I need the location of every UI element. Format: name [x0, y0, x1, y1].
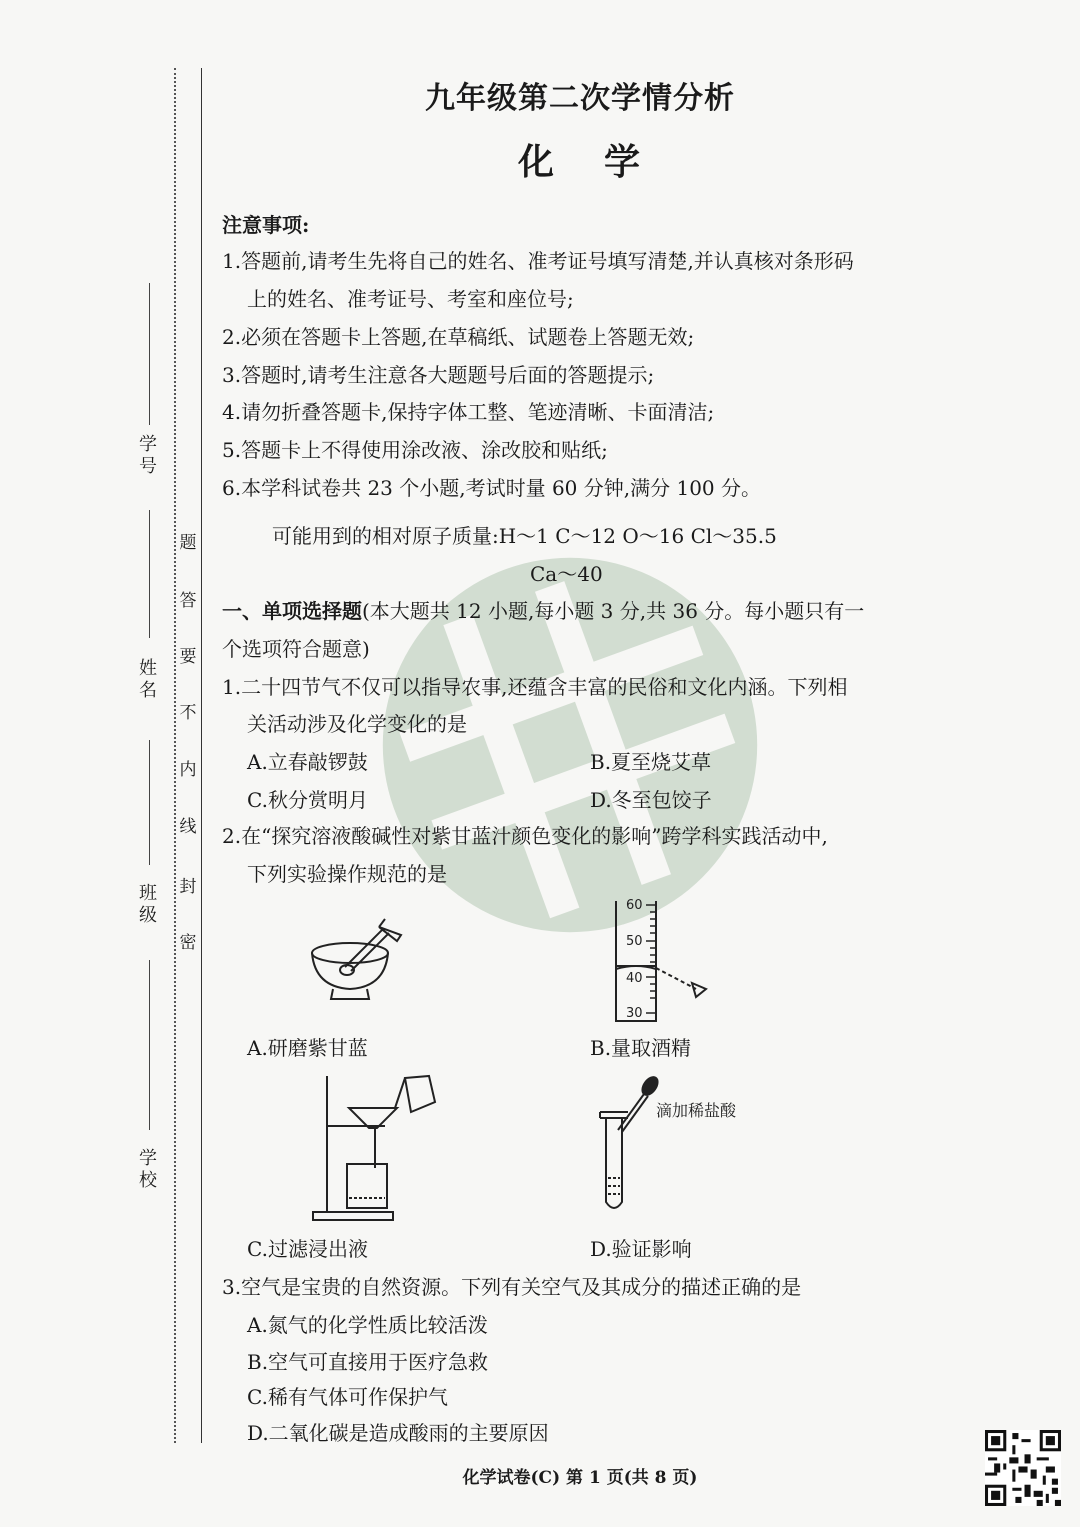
notice-line: 上的姓名、准考证号、考室和座位号;: [247, 287, 574, 311]
school-blank[interactable]: [149, 960, 150, 1130]
option-b[interactable]: B.空气可直接用于医疗急救: [247, 1350, 489, 1374]
seal-char: 不: [179, 703, 197, 723]
name-label: 姓名: [139, 658, 157, 701]
option-d[interactable]: D.二氧化碳是造成酸雨的主要原因: [247, 1421, 549, 1445]
seal-char: 密: [179, 933, 197, 953]
notice-line: 2.必须在答题卡上答题,在草稿纸、试题卷上答题无效;: [222, 325, 695, 349]
section-heading: 一、单项选择题(本大题共 12 小题,每小题 3 分,共 36 分。每小题只有一: [222, 599, 865, 623]
option-a[interactable]: A.研磨紫甘蓝: [247, 1036, 368, 1060]
binding-dotted-line: [174, 68, 176, 1443]
mortar-pestle-figure: [305, 915, 415, 1005]
dropper-label: 滴加稀盐酸: [656, 1103, 737, 1120]
seal-char: 封: [179, 877, 197, 897]
student-id-label: 学号: [139, 434, 157, 477]
option-a[interactable]: A.氮气的化学性质比较活泼: [247, 1313, 488, 1337]
notice-line: 1.答题前,请考生先将自己的姓名、准考证号填写清楚,并认真核对条形码: [222, 249, 854, 273]
cylinder-tick-30: 30: [626, 1006, 643, 1021]
option-d[interactable]: D.冬至包饺子: [590, 788, 712, 812]
option-d[interactable]: D.验证影响: [590, 1237, 692, 1261]
school-label: 学校: [139, 1148, 157, 1191]
exam-subject: 化 学: [517, 141, 643, 183]
atomic-mass-line: 可能用到的相对原子质量:H～1 C～12 O～16 Cl～35.5: [272, 524, 777, 548]
student-id-blank[interactable]: [149, 283, 150, 425]
qr-code[interactable]: [985, 1430, 1061, 1506]
notice-line: 6.本学科试卷共 23 个小题,考试时量 60 分钟,满分 100 分。: [222, 476, 762, 500]
class-label: 班级: [139, 883, 157, 926]
option-b[interactable]: B.夏至烧艾草: [590, 750, 712, 774]
option-c[interactable]: C.过滤浸出液: [247, 1237, 368, 1261]
filtration-figure: [305, 1072, 455, 1224]
dropper-test-tube-figure: [588, 1072, 788, 1222]
seal-char: 答: [179, 591, 197, 611]
option-a[interactable]: A.立春敲锣鼓: [247, 750, 368, 774]
seal-char: 要: [179, 647, 197, 667]
question-stem: 3.空气是宝贵的自然资源。下列有关空气及其成分的描述正确的是: [222, 1275, 802, 1299]
cylinder-tick-40: 40: [626, 971, 643, 986]
question-stem: 1.二十四节气不仅可以指导农事,还蕴含丰富的民俗和文化内涵。下列相: [222, 675, 848, 699]
question-stem: 关活动涉及化学变化的是: [247, 712, 467, 736]
notice-line: 5.答题卡上不得使用涂改液、涂改胶和贴纸;: [222, 438, 608, 462]
section-description: 个选项符合题意): [222, 637, 370, 661]
exam-title: 九年级第二次学情分析: [425, 81, 735, 116]
notice-line: 4.请勿折叠答题卡,保持字体工整、笔迹清晰、卡面清洁;: [222, 400, 715, 424]
atomic-mass-line: Ca～40: [530, 562, 603, 586]
class-blank[interactable]: [149, 740, 150, 865]
option-b[interactable]: B.量取酒精: [590, 1036, 692, 1060]
seal-char: 内: [179, 760, 197, 780]
question-stem: 下列实验操作规范的是: [247, 862, 447, 886]
seal-char: 线: [179, 817, 197, 837]
cylinder-tick-50: 50: [626, 934, 643, 949]
page-footer: 化学试卷(C) 第 1 页(共 8 页): [462, 1468, 698, 1488]
graduated-cylinder-figure: [600, 893, 730, 1025]
name-blank[interactable]: [149, 510, 150, 638]
seal-char: 题: [179, 533, 197, 553]
cylinder-tick-60: 60: [626, 898, 643, 913]
question-stem: 2.在“探究溶液酸碱性对紫甘蓝汁颜色变化的影响”跨学科实践活动中,: [222, 824, 828, 848]
notice-heading: 注意事项:: [222, 213, 310, 237]
binding-solid-line: [201, 68, 202, 1443]
option-c[interactable]: C.秋分赏明月: [247, 788, 368, 812]
option-c[interactable]: C.稀有气体可作保护气: [247, 1385, 448, 1409]
notice-line: 3.答题时,请考生注意各大题题号后面的答题提示;: [222, 363, 655, 387]
